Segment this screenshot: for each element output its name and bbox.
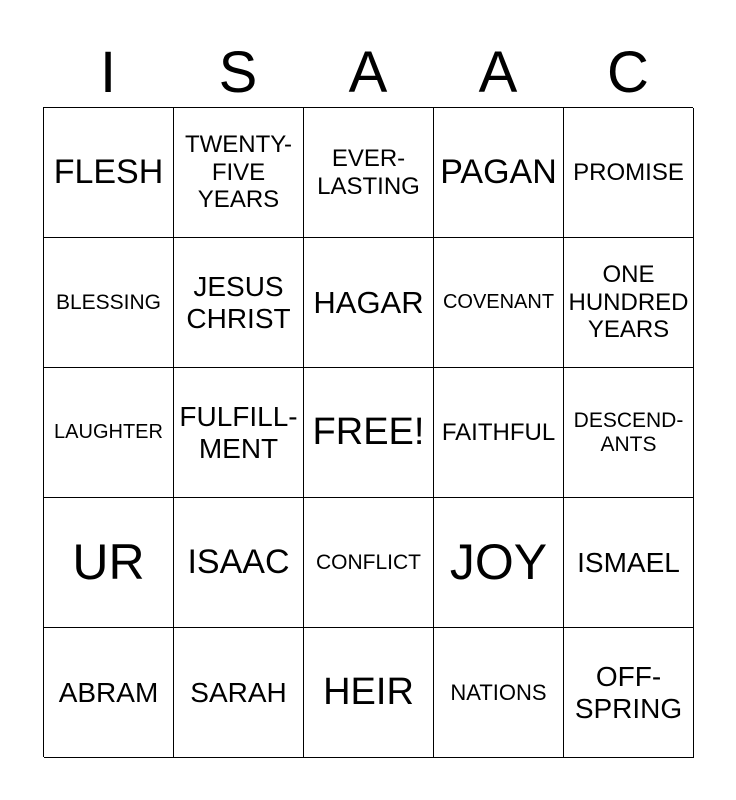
cell-text: FULFILL- MENT [179,400,298,464]
bingo-cell[interactable] [44,628,174,758]
cell-text: ISAAC [187,543,290,582]
bingo-grid [43,107,693,757]
cell-text: SARAH [190,676,287,708]
cell-text: BLESSING [55,290,162,314]
bingo-cell[interactable] [434,368,564,498]
bingo-cell[interactable] [174,498,304,628]
cell-text: OFF- SPRING [574,660,683,724]
header-letter: A [478,40,518,105]
header-letter: S [218,40,258,105]
cell-text: DESCEND- ANTS [573,408,684,456]
cell-text: UR [72,534,145,590]
cell-text: FREE! [312,410,425,453]
bingo-cell[interactable] [44,498,174,628]
bingo-cell[interactable] [44,368,174,498]
bingo-cell[interactable] [304,108,434,238]
header-letter: A [348,40,388,105]
cell-text: CONFLICT [316,550,421,574]
bingo-cell[interactable] [564,498,694,628]
bingo-cell[interactable] [44,108,174,238]
bingo-cell[interactable] [434,108,564,238]
cell-text: COVENANT [442,291,555,314]
cell-text: NATIONS [450,679,547,705]
cell-text: TWENTY- FIVE YEARS [184,131,293,214]
bingo-cell[interactable] [564,108,694,238]
bingo-cell[interactable] [434,238,564,368]
bingo-cell[interactable] [44,238,174,368]
bingo-cell[interactable] [304,498,434,628]
cell-text: PROMISE [573,158,684,186]
bingo-header [43,38,693,108]
bingo-cell[interactable] [564,238,694,368]
cell-text: FAITHFUL [441,418,556,446]
bingo-cell[interactable] [304,238,434,368]
cell-text: PAGAN [440,153,557,192]
bingo-cell[interactable] [304,368,434,498]
cell-text: JOY [449,534,548,590]
bingo-cell[interactable] [174,628,304,758]
bingo-cell[interactable] [174,108,304,238]
bingo-cell[interactable] [564,628,694,758]
cell-text: LAUGHTER [54,421,163,444]
cell-text: HEIR [323,670,414,713]
cell-text: FLESH [53,153,164,192]
cell-text: ABRAM [58,676,159,708]
header-letter: C [607,40,649,105]
bingo-cell[interactable] [434,628,564,758]
cell-text: ISMAEL [577,546,680,578]
cell-text: EVER- LASTING [317,145,420,200]
bingo-cell[interactable] [304,628,434,758]
bingo-cell[interactable] [174,238,304,368]
header-letter: I [99,40,117,105]
cell-text: JESUS CHRIST [186,270,291,334]
bingo-cell[interactable] [564,368,694,498]
bingo-cell[interactable] [434,498,564,628]
cell-text: HAGAR [313,284,424,320]
bingo-cell[interactable] [174,368,304,498]
cell-text: ONE HUNDRED YEARS [568,261,689,344]
